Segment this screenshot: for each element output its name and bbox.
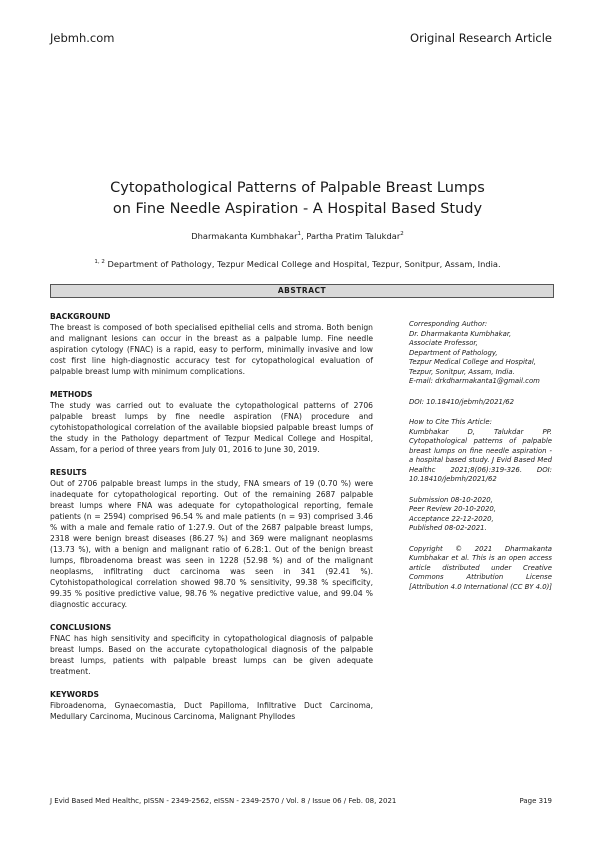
section-heading: RESULTS [50,468,87,477]
page-number: Page 319 [519,797,552,805]
author-name: Dharmakanta Kumbhakar [191,231,298,241]
date-line: Peer Review 20-10-2020, [409,505,496,513]
conclusions-section [50,622,373,677]
corresponding-line: Corresponding Author: [409,320,488,328]
corresponding-line: Tezpur Medical College and Hospital, [409,358,536,366]
affiliation-mark: 1, 2 [94,259,105,266]
results-section [50,467,373,610]
author-list [0,231,595,241]
title-line-2: on Fine Needle Aspiration - A Hospital Based Study [112,201,483,217]
affiliation [0,259,595,269]
section-heading: BACKGROUND [50,312,111,321]
dates-block [409,496,552,534]
section-heading: METHODS [50,390,93,399]
date-line: Published 08-02-2021. [409,524,487,532]
abstract-heading-bar: ABSTRACT [50,284,554,298]
citation-text: Kumbhakar D, Talukdar PP. Cytopathological patterns of palpable breast lumps on fine needle aspiration - a hospital based study. J Evid Based Med Healthc 2021;8(06):319-326. DOI: 10.18410/jebmh/2021/62 [409,427,552,483]
section-text: The breast is composed of both specialised epithelial cells and stroma. Both benign and malignant lesions can occur in the breast as a palpable lump. Fine needle aspiration cytology (FNAC) is a rapid, easy to perform, minimally invasive and low cost first line high-diagnostic accuracy test for cytopathological evaluation of palpable breast lump with minimum complications. [50,323,373,376]
methods-section [50,389,373,455]
affiliation-text: Department of Pathology, Tezpur Medical College and Hospital, Tezpur, Sonitpur, Assam, India. [104,259,501,269]
copyright-text: Copyright © 2021 Dharmakanta Kumbhakar et al. This is an open access article distributed under Creative Commons Attribution License [Attribution 4.0 International (CC BY 4.0)] [409,544,552,591]
section-text: The study was carried out to evaluate the cytopathological patterns of 2706 palpable breast lumps by fine needle aspiration (FNA) procedure and cytohistopathological correlation of the available biopsied palpable breast lumps of the study in the Pathology department of Tezpur Medical College and Hospital, Assam, for a period of three years from July 01, 2016 to June 30, 2019. [50,401,373,454]
corresponding-line: Dr. Dharmakanta Kumbhakar, [409,329,512,338]
section-text: FNAC has high sensitivity and specificity in cytopathological diagnosis of palpable breast lumps. Based on the accurate cytopathological diagnosis of the palpable breast lumps, patients with palpable breast lumps can be given adequate treatment. [50,634,373,676]
doi-block [409,398,552,408]
date-line: Submission 08-10-2020, [409,495,493,504]
article-sidebar [409,320,552,603]
citation-block [409,418,552,485]
doi-text: DOI: 10.18410/jebmh/2021/62 [409,397,515,406]
section-heading: KEYWORDS [50,690,100,699]
corresponding-line: Tezpur, Sonitpur, Assam, India. [409,367,515,376]
keywords-text: Fibroadenoma, Gynaecomastia, Duct Papilloma, Infiltrative Duct Carcinoma, Medullary Carcinoma, Mucinous Carcinoma, Malignant Phyllodes [50,701,373,721]
title-line-1: Cytopathological Patterns of Palpable Breast Lumps [110,180,485,196]
corresponding-email: E-mail: drkdharmakanta1@gmail.com [409,377,540,385]
corresponding-author-block [409,320,552,387]
author-separator: , [301,231,307,241]
section-text: Out of 2706 palpable breast lumps in the study, FNA smears of 19 (0.70 %) were inadequate for cytopathological reporting. Out of the remaining 2687 palpable breast lumps where FNA was adequate for cytopathological reporting, female patients (n = 2594) comprised 96.54 % and male patients (n = 93) comprised 3.46 % with a male and female ratio of 1:27.9. Out of the 2687 palpable breast lumps, 2318 were benign breast diseases (86.27 %) and 369 were malignant neoplasms (13.73 %), with a benign and malignant ratio of 6.28:1. Out of the benign breast lumps, fibroadenoma breast was seen in 1228 (52.98 %) and of the malignant neoplasms, infiltrating duct carcinoma was seen in 341 (92.41 %). Cytohistopathological correlation showed 98.70 % sensitivity, 99.38 % specificity, 99.35 % positive predictive value, 98.76 % negative predictive value, and 99.04 % diagnostic accuracy. [50,479,373,609]
article-title [0,178,595,220]
corresponding-line: Associate Professor, [409,339,478,347]
article-type-header: Original Research Article [410,31,552,45]
author-affil-mark: 2 [400,231,404,238]
corresponding-line: Department of Pathology, [409,348,498,357]
keywords-section [50,689,373,722]
journal-site-header: Jebmh.com [50,31,115,45]
copyright-block [409,545,552,593]
author-affil-mark: 1 [297,231,302,238]
citation-heading: How to Cite This Article: [409,418,492,426]
section-heading: CONCLUSIONS [50,623,112,632]
author-name: Partha Pratim Talukdar [306,231,401,241]
background-section [50,311,373,377]
date-line: Acceptance 22-12-2020, [409,514,494,523]
journal-footer: J Evid Based Med Healthc, pISSN - 2349-2562, eISSN - 2349-2570 / Vol. 8 / Issue 06 / Feb. 08, 2021 [50,797,397,805]
abstract-body [50,311,373,734]
